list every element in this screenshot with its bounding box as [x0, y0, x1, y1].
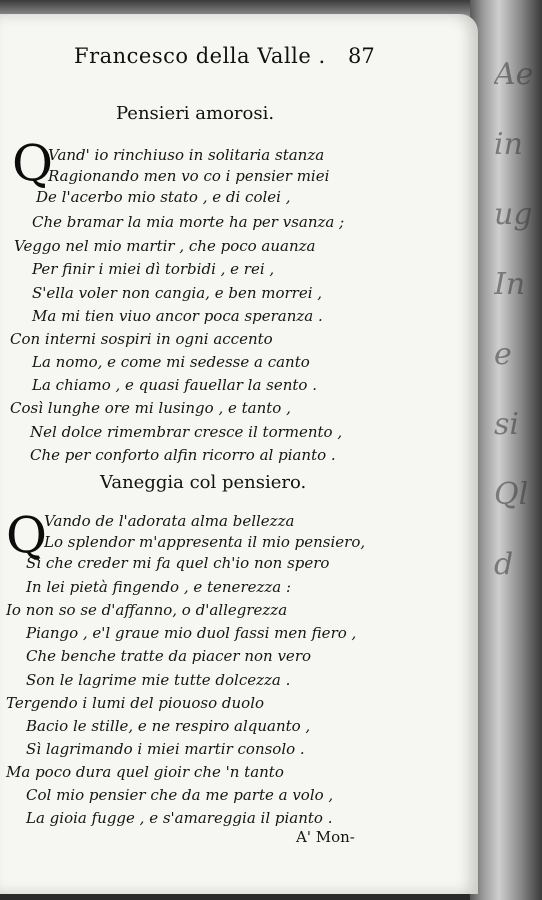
verse-line: Vando de l'adorata alma bellezza — [44, 512, 295, 530]
poem-title: Pensieri amorosi. — [116, 103, 275, 124]
verse-line: De l'acerbo mio stato , e di colei , — [36, 188, 291, 206]
verse-line: Bacio le stille, e ne respiro alquanto , — [26, 717, 311, 735]
verse-line: Nel dolce rimembrar cresce il tormento , — [30, 423, 343, 441]
verse-line: La gioia fugge , e s'amareggia il pianto . — [26, 809, 333, 827]
drop-capital: Q — [12, 134, 53, 192]
verse-line: In lei pietà fingendo , e tenerezza : — [26, 578, 292, 596]
catchword: A' Mon- — [296, 828, 355, 846]
verse-line: Che benche tratte da piacer non vero — [26, 647, 312, 665]
verse-line: Ma poco dura quel gioir che 'n tanto — [6, 763, 284, 781]
verse-line: Vand' io rinchiuso in solitaria stanza — [48, 146, 325, 164]
running-head-title: Francesco della Valle . — [74, 44, 326, 68]
verse-line: Sì lagrimando i miei martir consolo . — [26, 740, 305, 758]
fragment-5: si — [494, 407, 519, 442]
drop-capital: Q — [6, 506, 47, 564]
fragment-4: e — [494, 337, 512, 372]
verse-line: Per finir i miei dì torbidi , e rei , — [32, 260, 275, 278]
verse-line: Che bramar la mia morte ha per vsanza ; — [32, 213, 345, 231]
verse-line: Io non so se d'affanno, o d'allegrezza — [6, 601, 288, 619]
verse-line: La chiamo , e quasi fauellar la sento . — [32, 376, 317, 394]
verse-line: Ragionando men vo co i pensier miei — [48, 167, 330, 185]
verse-line: Ma mi tien viuo ancor poca speranza . — [32, 307, 323, 325]
fragment-3: In — [494, 267, 526, 302]
verse-line: S'ella voler non cangia, e ben morrei , — [32, 284, 323, 302]
poem-title: Vaneggia col pensiero. — [100, 472, 307, 493]
verse-line: Così lunghe ore mi lusingo , e tanto , — [10, 399, 291, 417]
verse-line: Tergendo i lumi del piouoso duolo — [6, 694, 265, 712]
facing-page-fragment — [494, 40, 542, 880]
page-number: 87 — [348, 44, 375, 68]
verse-line: Con interni sospiri in ogni accento — [10, 330, 273, 348]
verse-line: Col mio pensier che da me parte a volo , — [26, 786, 334, 804]
fragment-0: Ae — [494, 57, 534, 92]
fragment-2: ug — [494, 197, 533, 232]
fragment-1: in — [494, 127, 523, 162]
verse-line: Piango , e'l graue mio duol fassi men fiero , — [26, 624, 357, 642]
verse-line: Sì che creder mi fa quel ch'io non spero — [26, 554, 330, 572]
fragment-6: Ql — [494, 477, 529, 512]
fragment-7: d — [494, 547, 514, 582]
printed-page — [0, 14, 478, 894]
verse-line: La nomo, e come mi sedesse a canto — [32, 353, 310, 371]
verse-line: Che per conforto alfin ricorro al pianto . — [30, 446, 336, 464]
verse-line: Son le lagrime mie tutte dolcezza . — [26, 671, 291, 689]
verse-line: Veggo nel mio martir , che poco auanza — [14, 237, 316, 255]
verse-line: Lo splendor m'appresenta il mio pensiero, — [44, 533, 366, 551]
running-head — [0, 44, 478, 78]
